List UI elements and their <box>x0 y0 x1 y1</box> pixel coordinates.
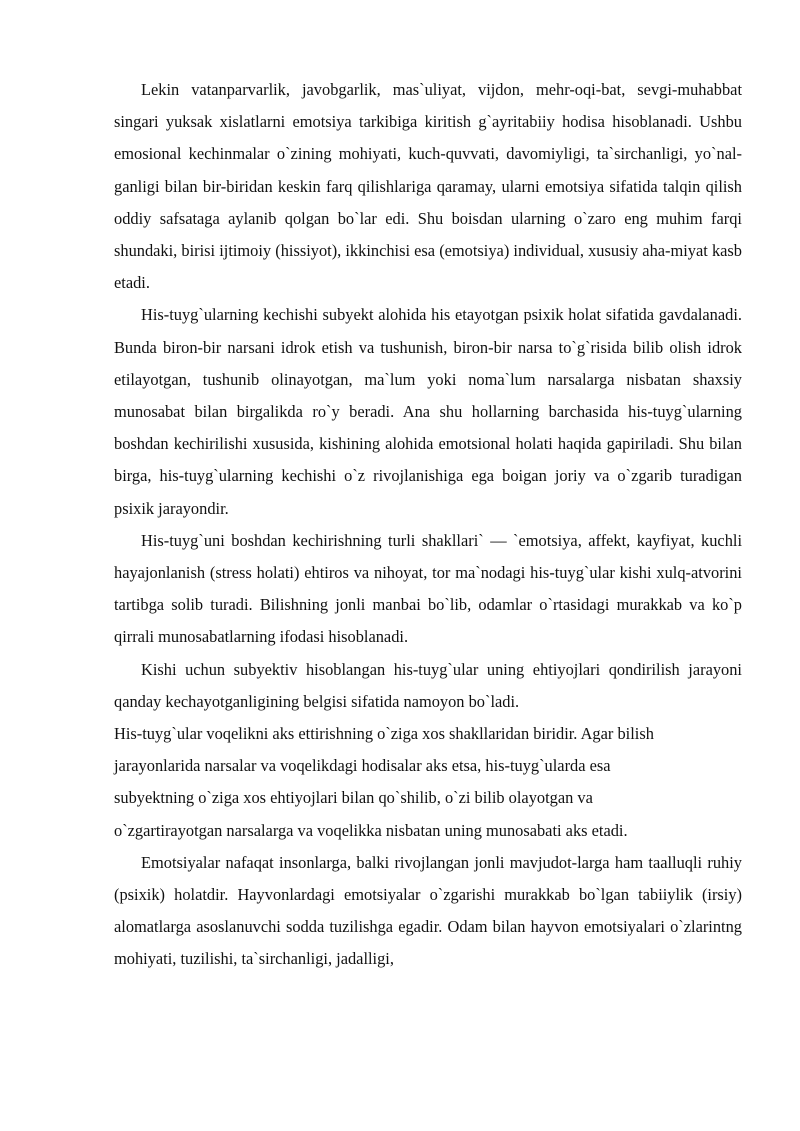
paragraph-5-line: His-tuyg`ular voqelikni aks ettirishning o`ziga xos shakllaridan biridir. Agar bilish <box>114 724 654 744</box>
paragraph-5-line: o`zgartirayotgan narsalarga va voqelikka nisbatan uning munosabati aks etadi. <box>114 820 628 840</box>
paragraph-5-line: jarayonlarida narsalar va voqelikdagi hodisalar aks etsa, his-tuyg`ularda esa <box>114 756 611 776</box>
body-text <box>114 74 742 976</box>
paragraph-5 <box>114 718 742 847</box>
paragraph-2: His-tuyg`ularning kechishi subyekt alohida his etayotgan psixik holat sifatida gavdalanadi. Bunda biron-bir narsani idrok etish va tushunish, biron-bir narsa to`g`risida bilib olish idrok etilayotgan, tushunib olinayotgan, ma`lum yoki noma`lum narsalarga nisbatan shaxsiy munosabat bilan birgalikda ro`y beradi. Ana shu hollarning barchasida his-tuyg`ularning boshdan kechirilishi xususida, kishining alohida emotsional holati haqida gapiriladi. Shu bilan birga, his-tuyg`ularning kechishi o`z rivojlanishiga ega boigan joriy va o`zgarib turadigan psixik jarayondir. <box>114 305 742 518</box>
paragraph-6: Emotsiyalar nafaqat insonlarga, balki rivojlangan jonli mavjudot-larga ham taalluqli ruhiy (psixik) holatdir. Hayvonlardagi emotsiyalar o`zgarishi murakkab bo`lgan tabiiylik (irsiy) alomatlarga asoslanuvchi sodda tuzilishga egadir. Odam bilan hayvon emotsiyalari o`zlarintng mohiyati, tuzilishi, ta`sirchanligi, jadalligi, <box>114 852 742 969</box>
paragraph-1: Lekin vatanparvarlik, javobgarlik, mas`uliyat, vijdon, mehr-oqi-bat, sevgi-muhabbat singari yuksak xislatlarni emotsiya tarkibiga kiritish g`ayritabiiy hodisa hisoblanadi. Ushbu emosional kechinmalar o`zining mohiyati, kuch-quvvati, davomiyligi, ta`sirchanligi, yo`nal-ganligi bilan bir-biridan keskin farq qilishlariga qaramay, ularni emotsiya sifatida talqin qilish oddiy safsataga aylanib qolgan bo`lar edi. Shu boisdan ularning o`zaro eng muhim farqi shundaki, birisi ijtimoiy (hissiyot), ikkinchisi esa (emotsiya) individual, xususiy aha-miyat kasb etadi. <box>114 80 742 293</box>
paragraph-5-line: subyektning o`ziga xos ehtiyojlari bilan qo`shilib, o`zi bilib olayotgan va <box>114 788 593 808</box>
paragraph-4: Kishi uchun subyektiv hisoblangan his-tuyg`ular uning ehtiyojlari qondirilish jarayoni qanday kechayotganligining belgisi sifatida namoyon bo`ladi. <box>114 659 742 711</box>
paragraph-3: His-tuyg`uni boshdan kechirishning turli shakllari` — `emotsiya, affekt, kayfiyat, kuchli hayajonlanish (stress holati) ehtiros va nihoyat, tor ma`nodagi his-tuyg`ular kishi xulq-atvorini tartibga solib turadi. Bilishning jonli manbai bo`lib, odamlar o`rtasidagi murakkab va ko`p qirrali munosabatlarning ifodasi hisoblanadi. <box>114 530 742 647</box>
